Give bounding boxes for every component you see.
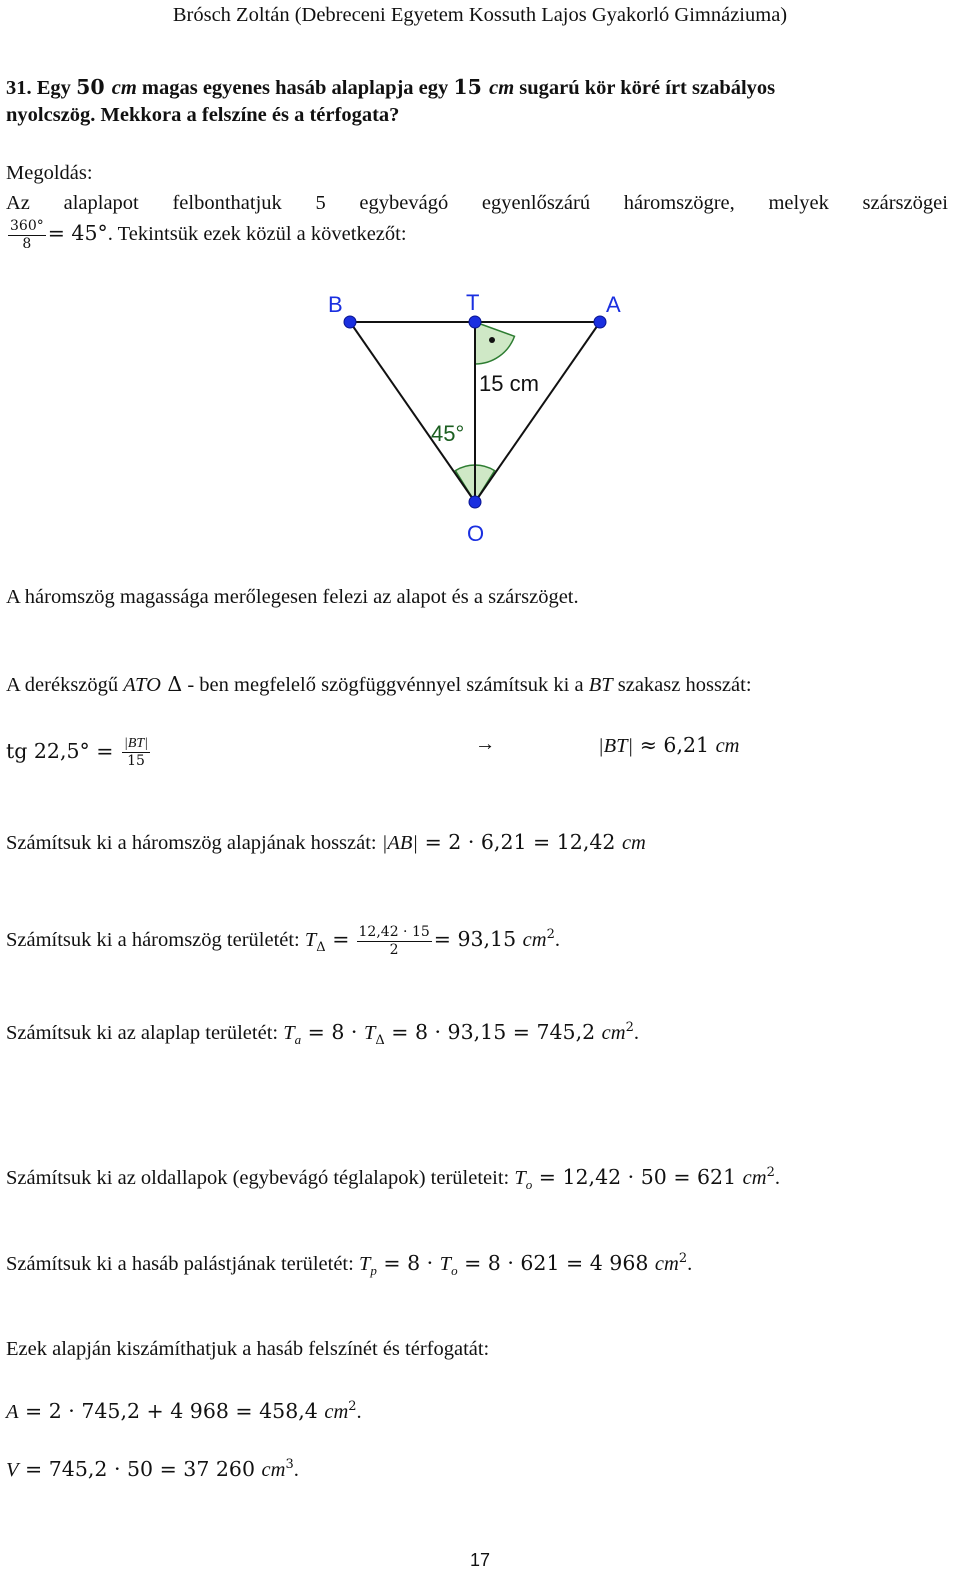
p1-tail: . Tekintsük ezek közül a következőt: (107, 223, 407, 246)
surface-area-equation (6, 1394, 948, 1425)
t-a: T (283, 1021, 295, 1044)
solution-paragraph-1-line-2 (6, 218, 948, 253)
apex-angle-label: 45° (431, 421, 465, 446)
point-O (469, 496, 481, 508)
volume-end: . (293, 1458, 299, 1481)
p8-unit: cm (654, 1252, 679, 1275)
point-A (594, 316, 606, 328)
page-header: Brósch Zoltán (Debreceni Egyetem Kossuth Lajos Gyakorló Gimnáziuma) (172, 4, 788, 26)
t-delta-sub: Δ (316, 939, 326, 955)
volume-power: 3 (285, 1457, 294, 1472)
triangle-symbol: Δ (160, 672, 183, 696)
triangle-area-line (6, 922, 948, 961)
solution-paragraph-2: A háromszög magassága merőlegesen felezi az alapot és a szárszöget. (6, 586, 579, 608)
label-O: O (467, 521, 485, 546)
point-T (469, 316, 481, 328)
t-o-2-sub: o (451, 1262, 458, 1278)
angle-fraction-numerator: 360° (10, 218, 44, 234)
volume-result: = 745,2 · 50 = 37 260 (18, 1456, 262, 1481)
p1-word: Az (6, 192, 30, 214)
t-o-sub: o (525, 1176, 533, 1192)
problem-text-b: magas egyenes hasáb alaplapja egy (136, 77, 454, 99)
bt-unit: cm (715, 735, 740, 757)
bt-value: ≈ 6,21 (633, 733, 716, 757)
angle-result: = 45° (47, 221, 108, 246)
tangent-numerator: |BT| (124, 736, 149, 751)
p5-result: = 93,15 (433, 926, 523, 951)
problem-text-c: sugarú kör köré írt szabályos (514, 77, 776, 99)
p7-unit: cm (742, 1166, 767, 1189)
p1-word: 5 (315, 192, 326, 214)
surface-result: = 2 · 745,2 + 4 968 = 458,4 (18, 1398, 325, 1423)
p6-result: = 8 · 93,15 = 745,2 (384, 1019, 602, 1044)
surface-end: . (356, 1400, 362, 1423)
p3-text-c: szakasz hosszát: (612, 674, 752, 696)
p3-text-b: - ben megfelelő szögfüggvénnyel számítsuk ki a (182, 674, 589, 696)
page-number: 17 (469, 1550, 491, 1570)
edge-BO (350, 322, 475, 502)
tangent-denominator: 15 (127, 753, 145, 769)
area-fraction-numerator: 12,42 · 15 (358, 923, 430, 940)
p8-power: 2 (678, 1251, 688, 1266)
radius-value: 15 (453, 75, 490, 99)
base-length-line (6, 829, 948, 856)
solution-paragraph-3 (6, 671, 948, 698)
p5-text: Számítsuk ki a háromszög területét: (6, 928, 305, 951)
p1-word: egybevágó (359, 192, 449, 214)
p4-text: Számítsuk ki a háromszög alapjának hosszát: (6, 832, 382, 854)
right-angle-dot (489, 337, 495, 343)
lateral-area-line (6, 1246, 948, 1284)
t-o: T (514, 1166, 526, 1189)
problem-number: 31. (6, 77, 32, 99)
p1-word: melyek (768, 192, 829, 214)
p5-end: . (554, 928, 560, 951)
angle-fraction-denominator: 8 (22, 236, 32, 252)
label-B: B (328, 292, 343, 317)
p1-word: szárszögei (862, 192, 948, 214)
bt-abs: |BT| (598, 735, 634, 757)
var-V: V (6, 1458, 19, 1481)
ab-unit: cm (621, 832, 646, 854)
ab-equation: = 2 · 6,21 = 12,42 (418, 830, 622, 854)
p7-power: 2 (766, 1165, 775, 1180)
side-length-label: 15 cm (479, 371, 539, 396)
point-B (344, 316, 356, 328)
surface-power: 2 (348, 1399, 357, 1414)
surface-unit: cm (324, 1400, 349, 1423)
height-value: 50 (76, 75, 112, 99)
p1-word: egyenlőszárú (481, 192, 591, 214)
p8-result: = 8 · 621 = 4 968 (457, 1250, 655, 1275)
p8-mid: = 8 · (376, 1250, 440, 1275)
p8-text: Számítsuk ki a hasáb palástjának területét: (6, 1252, 359, 1275)
problem-line-2: nyolcszög. Mekkora a felszíne és a térfogata? (6, 104, 400, 126)
solution-label: Megoldás: (6, 162, 93, 184)
ab-abs: |AB| (381, 832, 419, 854)
angle-fraction (8, 218, 46, 253)
p3-text-a: A derékszögű (6, 674, 124, 696)
segment-BT: BT (588, 674, 613, 696)
t-p: T (358, 1252, 371, 1275)
p6-mid: = 8 · (301, 1019, 364, 1044)
label-T: T (466, 290, 480, 315)
base-area-line (6, 1015, 948, 1054)
implication-arrow: → (475, 733, 496, 755)
t-p-sub: p (370, 1262, 377, 1278)
triangle-ATO: ATO (123, 674, 161, 696)
volume-unit: cm (261, 1458, 286, 1481)
p7-text: Számítsuk ki az oldallapok (egybevágó téglalapok) területeit: (6, 1166, 515, 1189)
p7-result: = 12,42 · 50 = 621 (532, 1164, 743, 1189)
p6-unit: cm (601, 1021, 626, 1044)
radius-unit: cm (489, 77, 515, 99)
p8-end: . (687, 1252, 693, 1275)
p6-text: Számítsuk ki az alaplap területét: (6, 1021, 284, 1044)
label-A: A (606, 292, 621, 317)
p5-eq: = (325, 926, 350, 951)
p6-power: 2 (625, 1020, 634, 1035)
height-unit: cm (111, 77, 137, 99)
p5-power: 2 (546, 927, 555, 942)
t-delta-2: T (363, 1021, 376, 1044)
t-a-sub: a (294, 1031, 302, 1047)
solution-paragraph-1 (6, 190, 948, 216)
side-face-area-line (6, 1160, 948, 1198)
var-A: A (6, 1400, 19, 1423)
conclusion-line: Ezek alapján kiszámíthatjuk a hasáb felszínét és térfogatát: (6, 1338, 490, 1360)
bt-result (598, 733, 739, 758)
right-angle-marker (475, 322, 515, 364)
p5-unit: cm (522, 928, 547, 951)
area-fraction (357, 924, 432, 959)
p6-end: . (633, 1021, 639, 1044)
triangle-figure (310, 282, 640, 550)
p1-word: háromszögre, (623, 192, 735, 214)
t-delta-2-sub: Δ (375, 1032, 385, 1048)
volume-equation (6, 1452, 948, 1483)
p7-end: . (774, 1166, 780, 1189)
p1-word: felbonthatjuk (172, 192, 282, 214)
t-delta: T (304, 928, 317, 951)
area-fraction-denominator: 2 (389, 941, 399, 958)
t-o-2: T (439, 1252, 452, 1275)
problem-line-1 (6, 74, 948, 101)
p1-word: alaplapot (63, 192, 139, 214)
tangent-left: tg 22,5° = (6, 739, 114, 763)
tangent-fraction (122, 735, 150, 770)
problem-text-a: Egy (36, 77, 77, 99)
